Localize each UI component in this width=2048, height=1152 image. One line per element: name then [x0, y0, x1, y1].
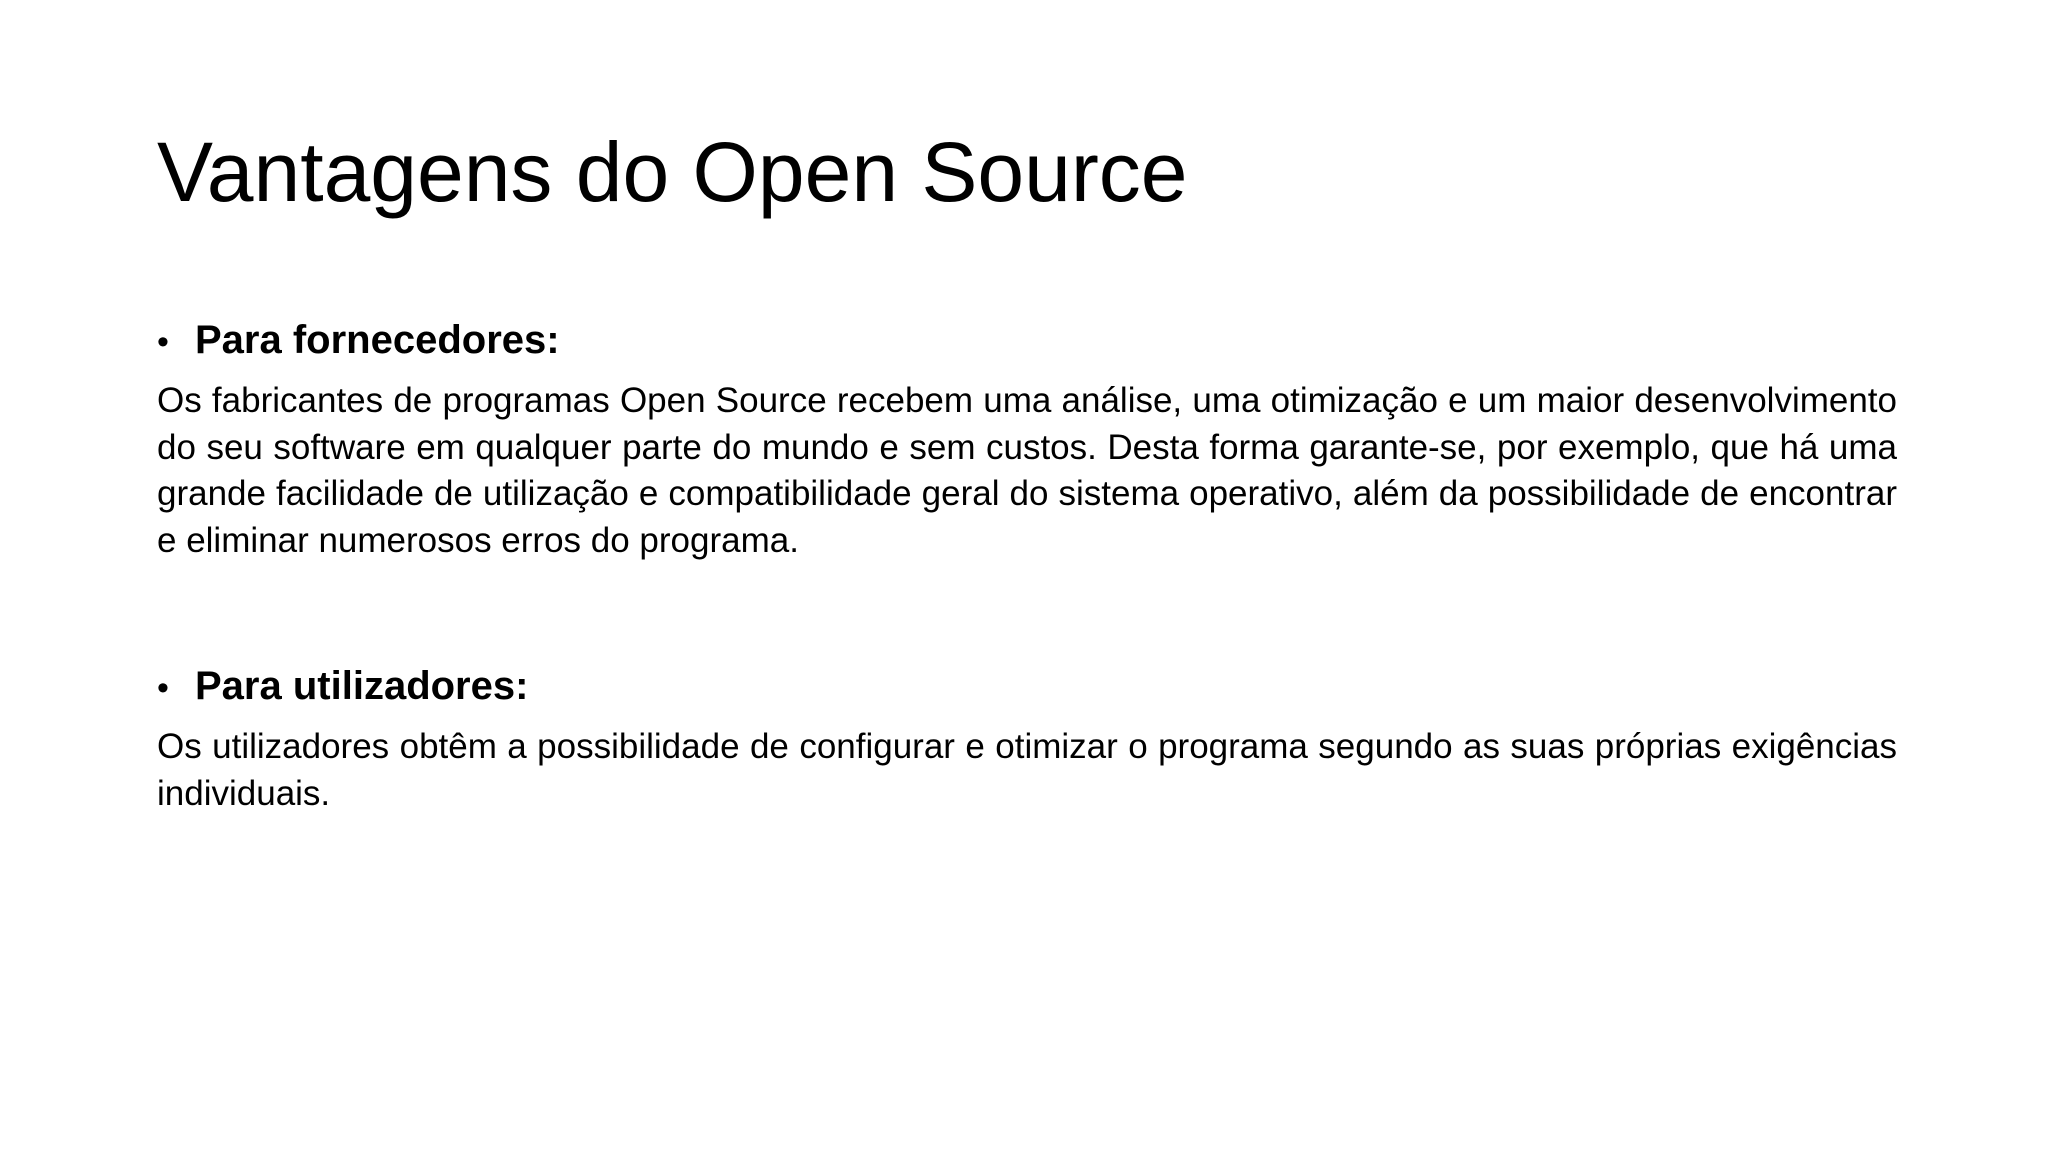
section-heading: Para fornecedores: [195, 318, 560, 362]
bullet-icon: • [157, 669, 169, 707]
section-para-utilizadores [157, 656, 1897, 817]
section-para-fornecedores [157, 310, 1897, 564]
section-body-text: Os utilizadores obtêm a possibilidade de configurar e otimizar o programa segundo as suas próprias exigências individuais. [157, 727, 1897, 813]
bullet-item [157, 310, 1897, 370]
section-body-text: Os fabricantes de programas Open Source recebem uma análise, uma otimização e um maior desenvolvimento do seu software em qualquer parte do mundo e sem custos. Desta forma garante-se, por exemplo, que há uma grande facilidade de utilização e compatibilidade geral do sistema operativo, além da possibilidade de encontrar e eliminar numerosos erros do programa. [157, 381, 1897, 560]
bullet-icon: • [157, 323, 169, 361]
slide-title: Vantagens do Open Source [157, 125, 1188, 219]
bullet-item [157, 656, 1897, 716]
section-heading: Para utilizadores: [195, 664, 529, 708]
